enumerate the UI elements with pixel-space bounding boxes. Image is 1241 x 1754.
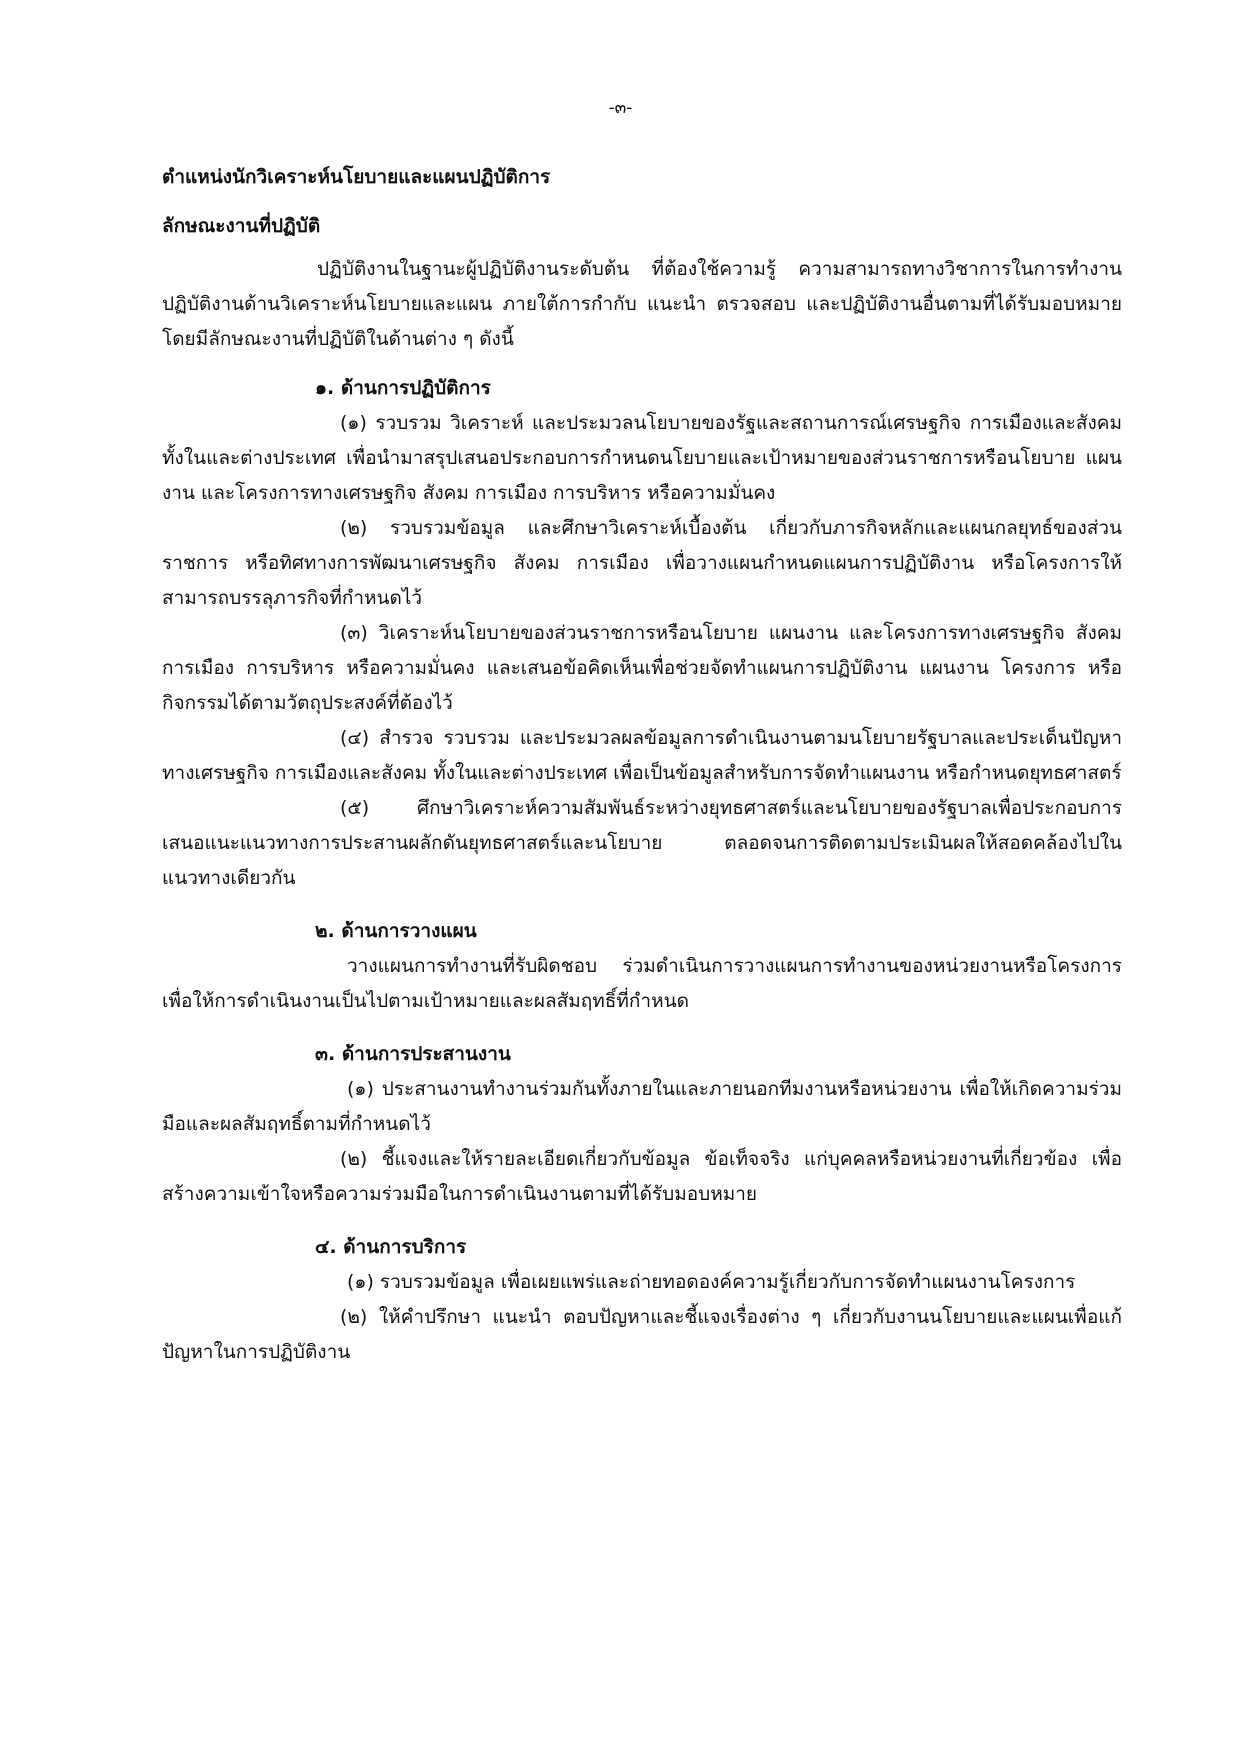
operations-item-2: (๒) รวบรวมข้อมูล และศึกษาวิเคราะห์เบื้องต้น เกี่ยวกับภารกิจหลักและแผนกลยุทธ์ของส่วนราชการ หรือทิศทางการพัฒนาเศรษฐกิจ สังคม การเมือง เพื่อวางแผนกำหนดแผนการปฏิบัติงาน หรือโครงการให้สามารถบรรลุภารกิจที่กำหนดไว้ <box>162 517 1122 609</box>
service-item-1: (๑) รวบรวมข้อมูล เพื่อเผยแพร่และถ่ายทอดองค์ความรู้เกี่ยวกับการจัดทำแผนงานโครงการ <box>347 1271 1076 1293</box>
page-number: -๓- <box>608 98 633 118</box>
job-description-heading: ลักษณะงานที่ปฏิบัติ <box>162 215 321 237</box>
section-heading-planning: ๒. ด้านการวางแผน <box>315 920 477 942</box>
section-heading-coordination: ๓. ด้านการประสานงาน <box>315 1043 511 1065</box>
position-title: ตำแหน่งนักวิเคราะห์นโยบายและแผนปฏิบัติการ <box>162 166 551 188</box>
planning-item-1: วางแผนการทำงานที่รับผิดชอบ ร่วมดำเนินการวางแผนการทำงานของหน่วยงานหรือโครงการ เพื่อให้การดำเนินงานเป็นไปตามเป้าหมายและผลสัมฤทธิ์ที่กำหนด <box>162 955 1122 1012</box>
intro-paragraph: ปฏิบัติงานในฐานะผู้ปฏิบัติงานระดับต้น ที่ต้องใช้ความรู้ ความสามารถทางวิชาการในการทำงาน ปฏิบัติงานด้านวิเคราะห์นโยบายและแผน ภายใต้การกำกับ แนะนำ ตรวจสอบ และปฏิบัติงานอื่นตามที่ได้รับมอบหมาย โดยมีลักษณะงานที่ปฏิบัติในด้านต่าง ๆ ดังนี้ <box>162 258 1122 350</box>
section-heading-operations: ๑. ด้านการปฏิบัติการ <box>315 377 491 399</box>
operations-item-4: (๔) สำรวจ รวบรวม และประมวลผลข้อมูลการดำเนินงานตามนโยบายรัฐบาลและประเด็นปัญหาทางเศรษฐกิจ การเมืองและสังคม ทั้งในและต่างประเทศ เพื่อเป็นข้อมูลสำหรับการจัดทำแผนงาน หรือกำหนดยุทธศาสตร์ <box>162 727 1122 784</box>
service-item-2: (๒) ให้คำปรึกษา แนะนำ ตอบปัญหาและชี้แจงเรื่องต่าง ๆ เกี่ยวกับงานนโยบายและแผนเพื่อแก้ปัญหาในการปฏิบัติงาน <box>162 1306 1122 1363</box>
operations-item-3: (๓) วิเคราะห์นโยบายของส่วนราชการหรือนโยบาย แผนงาน และโครงการทางเศรษฐกิจ สังคม การเมือง การบริหาร หรือความมั่นคง และเสนอข้อคิดเห็นเพื่อช่วยจัดทำแผนการปฏิบัติงาน แผนงาน โครงการ หรือกิจกรรมได้ตามวัตถุประสงค์ที่ต้องไว้ <box>162 622 1122 714</box>
coordination-item-1: (๑) ประสานงานทำงานร่วมกันทั้งภายในและภายนอกทีมงานหรือหน่วยงาน เพื่อให้เกิดความร่วมมือและผลสัมฤทธิ์ตามที่กำหนดไว้ <box>162 1078 1122 1135</box>
operations-item-1: (๑) รวบรวม วิเคราะห์ และประมวลนโยบายของรัฐและสถานการณ์เศรษฐกิจ การเมืองและสังคมทั้งในและต่างประเทศ เพื่อนำมาสรุปเสนอประกอบการกำหนดนโยบายและเป้าหมายของส่วนราชการหรือนโยบาย แผนงาน และโครงการทางเศรษฐกิจ สังคม การเมือง การบริหาร หรือความมั่นคง <box>162 412 1122 504</box>
coordination-item-2: (๒) ชี้แจงและให้รายละเอียดเกี่ยวกับข้อมูล ข้อเท็จจริง แก่บุคคลหรือหน่วยงานที่เกี่ยวข้อง เพื่อสร้างความเข้าใจหรือความร่วมมือในการดำเนินงานตามที่ได้รับมอบหมาย <box>162 1148 1122 1205</box>
section-heading-service: ๔. ด้านการบริการ <box>315 1236 467 1258</box>
document-body <box>162 160 1122 1370</box>
operations-item-5: (๕) ศึกษาวิเคราะห์ความสัมพันธ์ระหว่างยุทธศาสตร์และนโยบายของรัฐบาลเพื่อประกอบการเสนอแนะแนวทางการประสานผลักดันยุทธศาสตร์และนโยบาย ตลอดจนการติดตามประเมินผลให้สอดคล้องไปในแนวทางเดียวกัน <box>162 797 1122 889</box>
